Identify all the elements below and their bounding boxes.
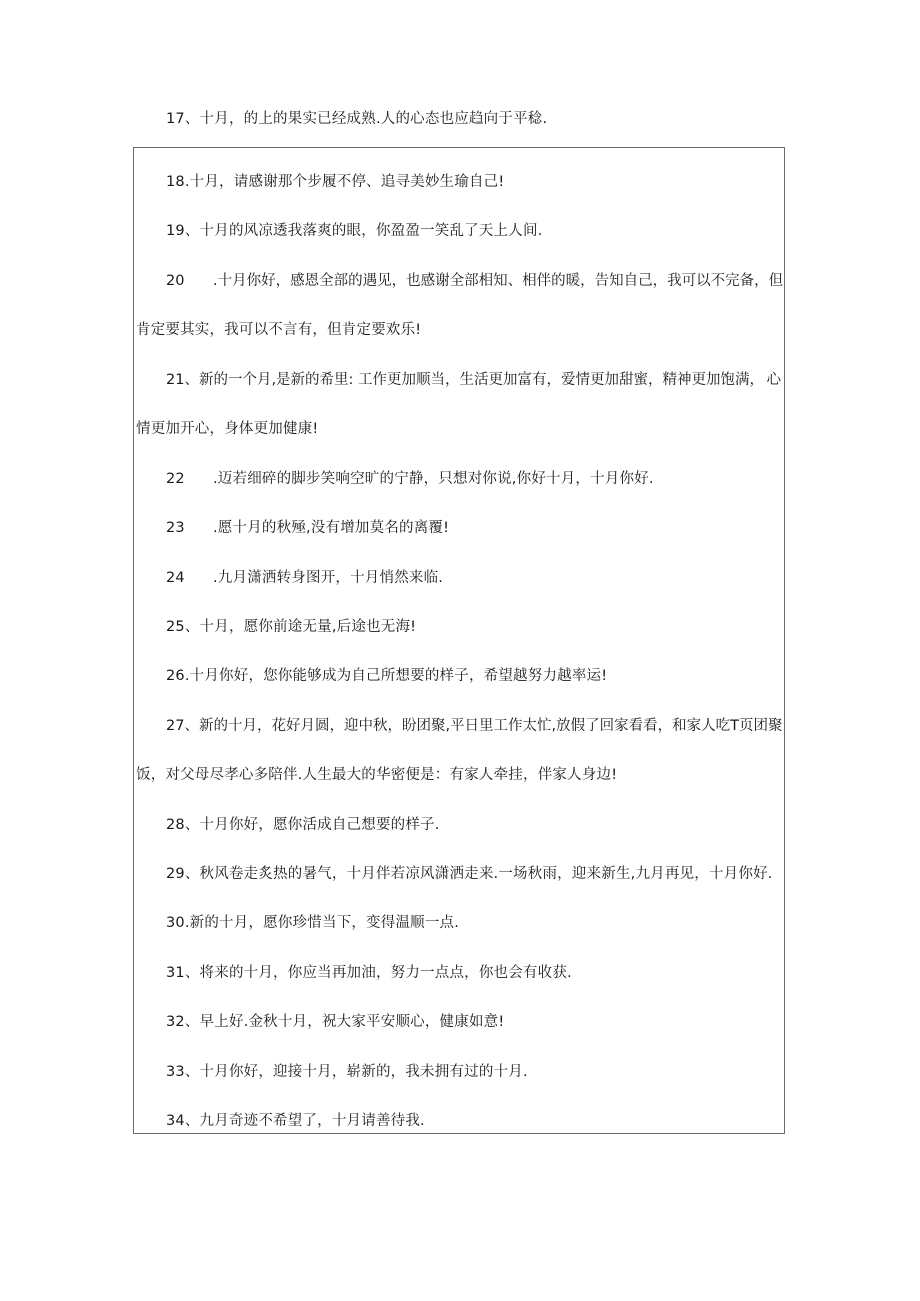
list-item-24-text: .九月潇洒转身图开，十月悄然来临. (213, 570, 444, 586)
list-item-23-number: 23 (166, 520, 185, 536)
list-item-28: 28、十月你好，愿你活成自己想要的样子. (166, 817, 440, 833)
list-item-25: 25、十月，愿你前途无量,后途也无海! (166, 619, 417, 635)
list-item-33: 33、十月你好，迎接十月，崭新的，我未拥有过的十月. (166, 1064, 528, 1080)
list-item-20-line-2: 肯定要其实，我可以不言有，但肯定要欢乐! (136, 322, 422, 338)
list-item-17: 17、十月，的上的果实已经成熟.人的心态也应趋向于平稔. (166, 111, 548, 127)
list-item-20-line-1 (136, 271, 784, 291)
list-item-19: 19、十月的风凉透我落爽的眼，你盈盈一笑乱了天上人间. (166, 223, 543, 239)
list-item-27-line-1 (136, 716, 781, 736)
list-item-22-number: 22 (166, 471, 185, 487)
list-item-22-text: .迈若细碎的脚步笑响空旷的宁静，只想对你说,你好十月，十月你好. (213, 471, 654, 487)
list-item-31: 31、将来的十月，你应当再加油，努力一点点，你也会有收获. (166, 965, 572, 981)
list-item-21-text-a: 21、新的一个月,是新的希里: 工作更加顺当，生活更加富有，爱情更加甜蜜，精神更加饱满， (166, 372, 765, 388)
list-item-32: 32、早上好.金秋十月，祝大家平安顺心，健康如意! (166, 1014, 505, 1030)
list-item-24 (166, 568, 443, 588)
list-item-20-number: 20 (166, 273, 185, 289)
list-item-34: 34、九月奇迹不希望了，十月请善待我. (166, 1113, 425, 1129)
list-item-20-text-a: .十月你好，感恩全部的遇见，也感谢全部相知、相伴的暖，告知自己，我可以不完备， (213, 273, 769, 289)
list-item-27-line-2: 饭，对父母尽孝心多陪伴.人生最大的华密便是：有家人牵挂，伴家人身边! (136, 767, 618, 783)
content-frame (133, 147, 785, 1134)
list-item-21-text-b: 心 (766, 372, 781, 388)
list-item-23 (166, 518, 449, 538)
list-item-24-number: 24 (166, 570, 185, 586)
list-item-21-line-2: 情更加开心，身体更加健康! (136, 421, 319, 437)
list-item-26: 26.十月你好，您你能够成为自己所想要的样子，希望越努力越率运! (166, 668, 608, 684)
list-item-22 (166, 469, 654, 489)
list-item-30: 30.新的十月，愿你珍惜当下，变得温顺一点. (166, 915, 460, 931)
list-item-27-text-a: 27、新的十月，花好月圆，迎中秋，盼团聚,平日里工作太忙,放假了回家看看，和家人吃 (166, 718, 731, 734)
list-item-21-line-1 (136, 370, 781, 390)
list-item-29: 29、秋风卷走炙热的暑气，十月伴若凉风潇洒走来.一场秋雨，迎来新生,九月再见，十月你好. (166, 866, 773, 882)
list-item-18: 18.十月，请感谢那个步履不停、追寻美妙生瑜自己! (166, 174, 505, 190)
list-item-20-text-b: 但 (768, 273, 784, 289)
list-item-27-text-b: T页团聚 (730, 718, 783, 734)
list-item-23-text: .愿十月的秋殛,没有增加莫名的离覆! (213, 520, 450, 536)
